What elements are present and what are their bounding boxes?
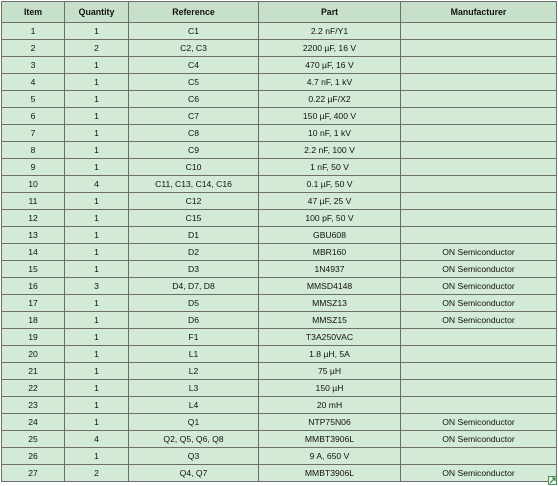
cell-quantity: 1: [65, 210, 129, 227]
cell-reference: Q2, Q5, Q6, Q8: [129, 431, 259, 448]
cell-part: 9 A, 650 V: [259, 448, 401, 465]
table-row: [2, 23, 557, 40]
table-row: [2, 227, 557, 244]
cell-manufacturer: ON Semiconductor: [401, 278, 557, 295]
table-row: [2, 142, 557, 159]
cell-part: 150 µH: [259, 380, 401, 397]
cell-manufacturer: ON Semiconductor: [401, 431, 557, 448]
cell-manufacturer: [401, 380, 557, 397]
cell-reference: L4: [129, 397, 259, 414]
table-row: [2, 176, 557, 193]
table-row: [2, 125, 557, 142]
cell-manufacturer: [401, 91, 557, 108]
cell-item: 17: [2, 295, 65, 312]
cell-quantity: 1: [65, 346, 129, 363]
cell-part: NTP75N06: [259, 414, 401, 431]
cell-quantity: 1: [65, 244, 129, 261]
cell-part: 150 µF, 400 V: [259, 108, 401, 125]
cell-reference: C15: [129, 210, 259, 227]
table-row: [2, 261, 557, 278]
cell-reference: D6: [129, 312, 259, 329]
cell-quantity: 4: [65, 431, 129, 448]
cell-quantity: 1: [65, 125, 129, 142]
cell-quantity: 1: [65, 193, 129, 210]
cell-item: 18: [2, 312, 65, 329]
cell-quantity: 1: [65, 159, 129, 176]
table-header: [2, 2, 557, 23]
header-item: Item: [2, 2, 65, 23]
cell-item: 27: [2, 465, 65, 482]
cell-item: 13: [2, 227, 65, 244]
cell-item: 22: [2, 380, 65, 397]
cell-reference: C1: [129, 23, 259, 40]
cell-item: 6: [2, 108, 65, 125]
table-row: [2, 210, 557, 227]
cell-reference: F1: [129, 329, 259, 346]
cell-part: 0.1 µF, 50 V: [259, 176, 401, 193]
cell-manufacturer: [401, 448, 557, 465]
cell-quantity: 3: [65, 278, 129, 295]
cell-quantity: 4: [65, 176, 129, 193]
cell-part: 2.2 nF/Y1: [259, 23, 401, 40]
cell-manufacturer: ON Semiconductor: [401, 261, 557, 278]
cell-manufacturer: [401, 142, 557, 159]
cell-part: T3A250VAC: [259, 329, 401, 346]
cell-reference: D5: [129, 295, 259, 312]
cell-part: 10 nF, 1 kV: [259, 125, 401, 142]
cell-part: 75 µH: [259, 363, 401, 380]
cell-quantity: 1: [65, 312, 129, 329]
cell-part: 100 pF, 50 V: [259, 210, 401, 227]
table-row: [2, 91, 557, 108]
cell-quantity: 1: [65, 108, 129, 125]
header-row: [2, 2, 557, 23]
cell-reference: C11, C13, C14, C16: [129, 176, 259, 193]
cell-reference: C9: [129, 142, 259, 159]
cell-item: 21: [2, 363, 65, 380]
cell-item: 4: [2, 74, 65, 91]
cell-part: 1N4937: [259, 261, 401, 278]
cell-manufacturer: ON Semiconductor: [401, 295, 557, 312]
cell-manufacturer: ON Semiconductor: [401, 414, 557, 431]
cell-manufacturer: [401, 159, 557, 176]
cell-manufacturer: [401, 23, 557, 40]
table-row: [2, 57, 557, 74]
cell-part: 2200 µF, 16 V: [259, 40, 401, 57]
cell-manufacturer: [401, 329, 557, 346]
cell-quantity: 1: [65, 91, 129, 108]
cell-part: MMSD4148: [259, 278, 401, 295]
cell-part: 1 nF, 50 V: [259, 159, 401, 176]
cell-manufacturer: [401, 176, 557, 193]
cell-manufacturer: [401, 363, 557, 380]
table-row: [2, 74, 557, 91]
cell-part: MMSZ13: [259, 295, 401, 312]
cell-part: 1.8 µH, 5A: [259, 346, 401, 363]
cell-manufacturer: ON Semiconductor: [401, 465, 557, 482]
cell-item: 25: [2, 431, 65, 448]
table-row: [2, 193, 557, 210]
table-row: [2, 244, 557, 261]
table-row: [2, 448, 557, 465]
table-row: [2, 397, 557, 414]
cell-reference: Q3: [129, 448, 259, 465]
cell-manufacturer: [401, 57, 557, 74]
cell-reference: C10: [129, 159, 259, 176]
header-part: Part: [259, 2, 401, 23]
cell-part: MMSZ15: [259, 312, 401, 329]
cell-item: 26: [2, 448, 65, 465]
header-reference: Reference: [129, 2, 259, 23]
cell-item: 1: [2, 23, 65, 40]
cell-part: 20 mH: [259, 397, 401, 414]
cell-reference: C2, C3: [129, 40, 259, 57]
cell-manufacturer: [401, 397, 557, 414]
table-row: [2, 278, 557, 295]
cell-item: 20: [2, 346, 65, 363]
cell-part: GBU608: [259, 227, 401, 244]
cell-item: 11: [2, 193, 65, 210]
cell-quantity: 1: [65, 227, 129, 244]
cell-item: 8: [2, 142, 65, 159]
table-body: [2, 23, 557, 482]
cell-item: 16: [2, 278, 65, 295]
cell-reference: C7: [129, 108, 259, 125]
cell-part: 4.7 nF, 1 kV: [259, 74, 401, 91]
cell-manufacturer: [401, 108, 557, 125]
cell-reference: L3: [129, 380, 259, 397]
cell-item: 7: [2, 125, 65, 142]
cell-reference: C8: [129, 125, 259, 142]
table-row: [2, 380, 557, 397]
cell-manufacturer: [401, 74, 557, 91]
table-row: [2, 414, 557, 431]
cell-item: 23: [2, 397, 65, 414]
cell-quantity: 2: [65, 40, 129, 57]
cell-reference: C5: [129, 74, 259, 91]
cell-quantity: 1: [65, 261, 129, 278]
cell-item: 15: [2, 261, 65, 278]
cell-quantity: 1: [65, 57, 129, 74]
table-row: [2, 346, 557, 363]
cell-manufacturer: [401, 346, 557, 363]
cell-reference: L1: [129, 346, 259, 363]
cell-part: 2.2 nF, 100 V: [259, 142, 401, 159]
cell-manufacturer: [401, 125, 557, 142]
cell-reference: Q4, Q7: [129, 465, 259, 482]
table-row: [2, 431, 557, 448]
cell-quantity: 1: [65, 380, 129, 397]
cell-reference: D2: [129, 244, 259, 261]
cell-item: 12: [2, 210, 65, 227]
cell-part: MMBT3906L: [259, 465, 401, 482]
table-row: [2, 295, 557, 312]
cell-quantity: 2: [65, 465, 129, 482]
cell-item: 10: [2, 176, 65, 193]
cell-manufacturer: [401, 227, 557, 244]
cell-reference: D4, D7, D8: [129, 278, 259, 295]
cell-item: 2: [2, 40, 65, 57]
cell-quantity: 1: [65, 295, 129, 312]
cell-item: 14: [2, 244, 65, 261]
table-row: [2, 40, 557, 57]
cell-manufacturer: ON Semiconductor: [401, 312, 557, 329]
cell-item: 5: [2, 91, 65, 108]
cell-quantity: 1: [65, 74, 129, 91]
cell-item: 3: [2, 57, 65, 74]
cell-part: 0.22 µF/X2: [259, 91, 401, 108]
cell-quantity: 1: [65, 363, 129, 380]
header-quantity: Quantity: [65, 2, 129, 23]
cell-reference: C6: [129, 91, 259, 108]
cell-manufacturer: [401, 40, 557, 57]
table-row: [2, 363, 557, 380]
cell-reference: D3: [129, 261, 259, 278]
table-row: [2, 108, 557, 125]
expand-icon[interactable]: [548, 476, 557, 485]
cell-item: 9: [2, 159, 65, 176]
cell-manufacturer: ON Semiconductor: [401, 244, 557, 261]
table-row: [2, 465, 557, 482]
cell-reference: C4: [129, 57, 259, 74]
bom-table: [1, 1, 557, 482]
cell-reference: D1: [129, 227, 259, 244]
cell-reference: C12: [129, 193, 259, 210]
cell-reference: L2: [129, 363, 259, 380]
cell-reference: Q1: [129, 414, 259, 431]
cell-quantity: 1: [65, 397, 129, 414]
cell-part: MMBT3906L: [259, 431, 401, 448]
cell-manufacturer: [401, 193, 557, 210]
cell-quantity: 1: [65, 329, 129, 346]
cell-quantity: 1: [65, 414, 129, 431]
cell-quantity: 1: [65, 23, 129, 40]
cell-quantity: 1: [65, 142, 129, 159]
cell-part: 470 µF, 16 V: [259, 57, 401, 74]
cell-manufacturer: [401, 210, 557, 227]
cell-item: 19: [2, 329, 65, 346]
table-row: [2, 312, 557, 329]
cell-item: 24: [2, 414, 65, 431]
cell-part: MBR160: [259, 244, 401, 261]
cell-part: 47 µF, 25 V: [259, 193, 401, 210]
table-row: [2, 159, 557, 176]
cell-quantity: 1: [65, 448, 129, 465]
table-row: [2, 329, 557, 346]
header-manufacturer: Manufacturer: [401, 2, 557, 23]
